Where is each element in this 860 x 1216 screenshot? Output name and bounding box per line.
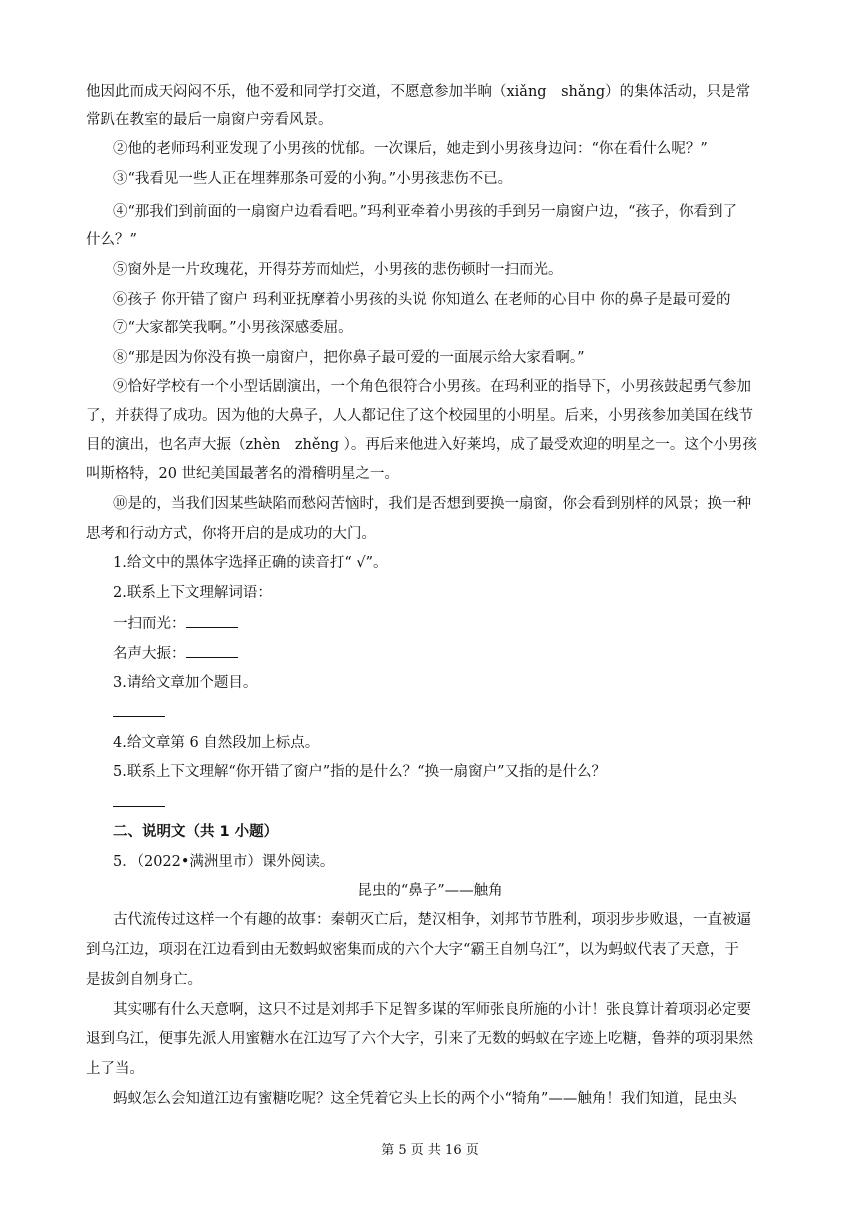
problem-5-header: 5．（2022•满洲里市）课外阅读。 [113, 854, 335, 870]
text-line: ②他的老师玛利亚发现了小男孩的忧郁。一次课后，她走到小男孩身边问：“你在看什么呢？” [113, 141, 708, 157]
text-line: ④“那我们到前面的一扇窗户边看看吧。”玛利亚牵着小男孩的手到另一扇窗户边，“孩子，你看到了 [113, 204, 737, 220]
question-2a [113, 613, 238, 634]
question-4: 4.给文章第 6 自然段加上标点。 [113, 735, 320, 751]
text-line: 蚂蚁怎么会知道江边有蜜糖吃呢？这全凭着它头上长的两个小“犄角”——触角！我们知道，昆虫头 [113, 1091, 737, 1107]
text-line: ⑨恰好学校有一个小型话剧演出，一个角色很符合小男孩。在玛利亚的指导下，小男孩鼓起勇气参加 [113, 379, 751, 395]
text-line: ⑥孩子 你开错了窗户 玛利亚抚摩着小男孩的头说 你知道么 在老师的心目中 你的鼻子是最可爱的 [113, 292, 731, 308]
text-line: ⑤窗外是一片玫瑰花，开得芬芳而灿烂，小男孩的悲伤顿时一扫而光。 [113, 262, 563, 278]
text-line: 他因此而成天闷闷不乐，他不爱和同学打交道，不愿意参加半晌（xiǎng shǎng）的集体活动，只是常 [86, 84, 751, 100]
answer-blank[interactable] [186, 613, 238, 628]
text-line: 到乌江边，项羽在江边看到由无数蚂蚁密集而成的六个大字“霸王自刎乌江”，以为蚂蚁代表了天意，于 [86, 942, 739, 958]
question-2: 2.联系上下文理解词语： [113, 585, 272, 601]
question-2a-label: 一扫而光： [113, 616, 186, 632]
article-title: 昆虫的“鼻子”——触角 [357, 883, 503, 899]
question-1: 1.给文中的黑体字选择正确的读音打“ √”。 [113, 555, 388, 571]
answer-blank[interactable] [186, 643, 238, 658]
text-line: 常趴在教室的最后一扇窗户旁看风景。 [86, 112, 333, 128]
question-2b [113, 643, 238, 664]
text-line: 目的演出，也名声大振（zhèn zhěng ）。再后来他进入好莱坞，成了最受欢迎的明星之一。这个小男孩 [86, 437, 757, 453]
text-line: 上了当。 [86, 1061, 144, 1077]
question-2b-label: 名声大振： [113, 646, 186, 662]
text-line: 其实哪有什么天意啊，这只不过是刘邦手下足智多谋的军师张良所施的小计！张良算计着项羽必定要 [113, 1002, 751, 1018]
text-line: 古代流传过这样一个有趣的故事：秦朝灭亡后，楚汉相争，刘邦节节胜利，项羽步步败退，一直被逼 [113, 912, 751, 928]
text-line: 是拔剑自刎身亡。 [86, 972, 202, 988]
text-line: ⑩是的，当我们因某些缺陷而愁闷苦恼时，我们是否想到要换一扇窗，你会看到别样的风景；换一种 [113, 496, 751, 512]
section-heading: 二、说明文（共 1 小题） [113, 824, 279, 840]
question-5: 5.联系上下文理解“你开错了窗户”指的是什么？“换一扇窗户”又指的是什么？ [113, 764, 606, 780]
text-line: 思考和行动方式，你将开启的是成功的大门。 [86, 526, 376, 542]
text-line: ⑦“大家都笑我啊。”小男孩深感委屈。 [113, 320, 353, 336]
text-line: ③“我看见一些人正在埋葬那条可爱的小狗。”小男孩悲伤不已。 [113, 171, 513, 187]
answer-blank[interactable] [113, 806, 165, 807]
text-line: 退到乌江，便事先派人用蜜糖水在江边写了六个大字，引来了无数的蚂蚁在字迹上吃糖，鲁莽的项羽果然 [86, 1031, 753, 1047]
question-3: 3.请给文章加个题目。 [113, 675, 258, 691]
text-line: 了，并获得了成功。因为他的大鼻子，人人都记住了这个校园里的小明星。后来，小男孩参加美国在线节 [86, 408, 753, 424]
text-line: ⑧“那是因为你没有换一扇窗户，把你鼻子最可爱的一面展示给大家看啊。” [113, 350, 585, 366]
text-line: 叫斯格特，20 世纪美国最著名的滑稽明星之一。 [86, 466, 400, 482]
text-line: 什么？” [86, 232, 137, 248]
answer-blank[interactable] [113, 716, 165, 717]
page-footer: 第 5 页 共 16 页 [381, 1143, 479, 1158]
